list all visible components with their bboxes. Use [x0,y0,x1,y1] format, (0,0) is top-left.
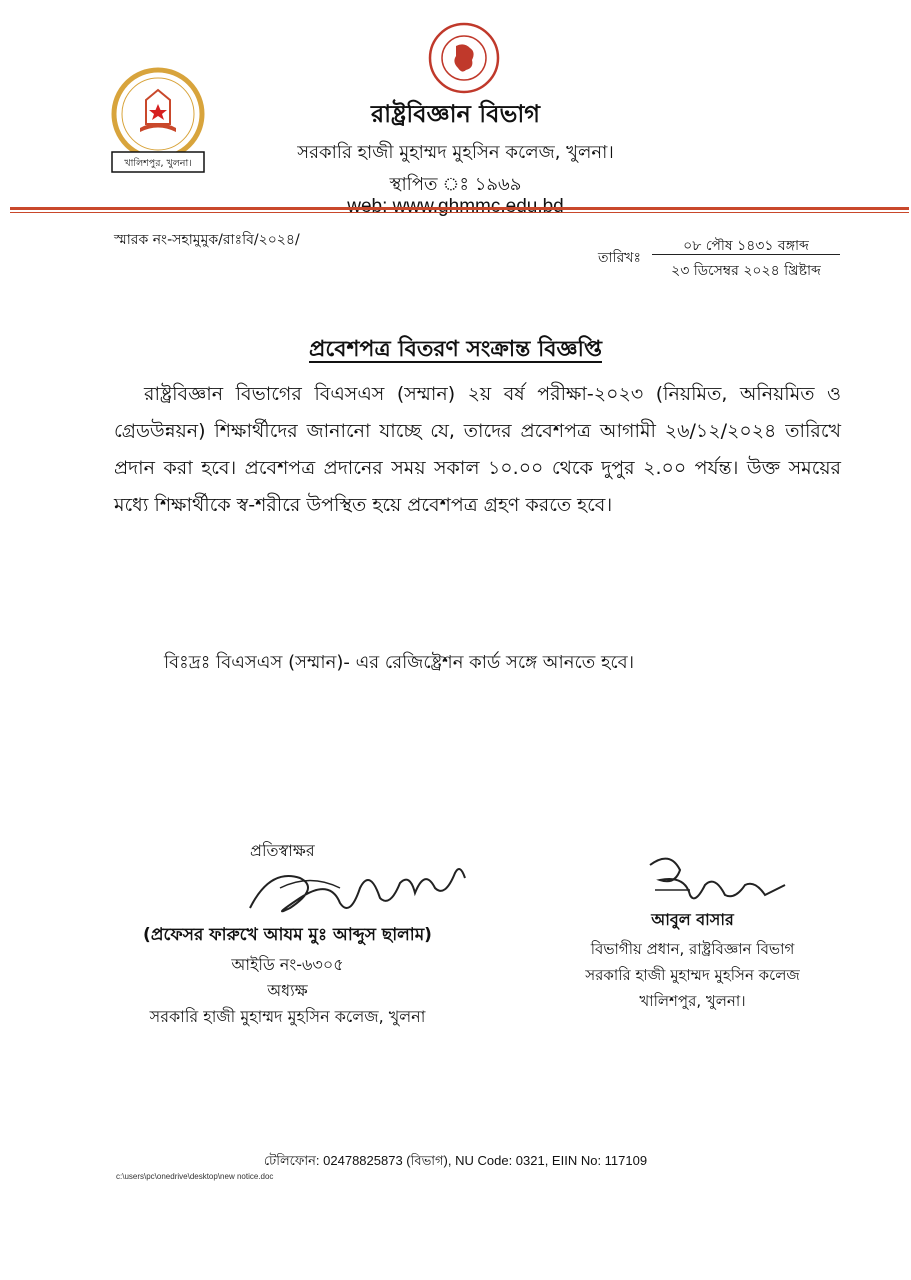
head-title: বিভাগীয় প্রধান, রাষ্ট্রবিজ্ঞান বিভাগ [590,940,795,958]
header-divider-thin [10,212,909,213]
principal-title: অধ্যক্ষ [267,981,308,1000]
memo-number: স্মারক নং-সহামুমুক/রাঃবি/২০২৪/ [114,232,300,248]
footer-contact: টেলিফোন: 02478825873 (বিভাগ), NU Code: 0321, EIIN No: 117109 [263,1153,648,1168]
head-college: সরকারি হাজী মুহাম্মদ মুহসিন কলেজ [585,966,800,984]
date-label: তারিখঃ [598,250,641,266]
established-year: স্থাপিত ঃ ১৯৬৯ [389,174,522,195]
date-bengali: ০৮ পৌষ ১৪৩১ বঙ্গাব্দ [683,238,809,254]
principal-id: আইডি নং-৬৩০৫ [231,955,344,974]
department-name: রাষ্ট্রবিজ্ঞান বিভাগ [370,100,541,128]
date-gregorian: ২৩ ডিসেম্বর ২০২৪ খ্রিষ্টাব্দ [671,263,821,279]
svg-text:খালিশপুর, খুলনা।: খালিশপুর, খুলনা। [124,158,192,169]
header-divider [10,207,909,210]
file-path: c:\users\pc\onedrive\desktop\new notice.doc [116,1172,274,1181]
notice-title [0,332,911,369]
notice-body: রাষ্ট্রবিজ্ঞান বিভাগের বিএসএস (সম্মান) ২য় বর্ষ পরীক্ষা-২০২৩ (নিয়মিত, অনিয়মিত ও গ্রেডউন্নয়ন) শিক্ষার্থীদের জানানো যাচ্ছে যে, তাদের প্রবেশপত্র আগামী ২৬/১২/২০২৪ তারিখে প্রদান করা হবে। প্রবেশপত্র প্রদানের সময় সকাল ১০.০০ থেকে দুপুর ২.০০ পর্যন্ত। উক্ত সময়ের মধ্যে শিক্ষার্থীকে স্ব-শরীরে উপস্থিত হয়ে প্রবেশপত্র গ্রহণ করতে হবে। [114,383,841,517]
head-address: খালিশপুর, খুলনা। [639,992,746,1010]
date-divider [652,254,840,255]
principal-name: (প্রফেসর ফারুখে আযম মুঃ আব্দুস ছালাম) [143,925,432,945]
countersign-label: প্রতিস্বাক্ষর [250,841,315,860]
college-name: সরকারি হাজী মুহাম্মদ মুহসিন কলেজ, খুলনা। [297,142,614,163]
notice-nb: বিঃদ্রঃ বিএসএস (সম্মান)- এর রেজিষ্ট্রেশন কার্ড সঙ্গে আনতে হবে। [164,652,635,673]
head-name: আবুল বাসার [651,910,734,929]
bangladesh-government-seal-icon [428,22,500,94]
principal-college: সরকারি হাজী মুহাম্মদ মুহসিন কলেজ, খুলনা [149,1007,426,1026]
notice-title-text: প্রবেশপত্র বিতরণ সংক্রান্ত বিজ্ঞপ্তি [309,337,602,362]
